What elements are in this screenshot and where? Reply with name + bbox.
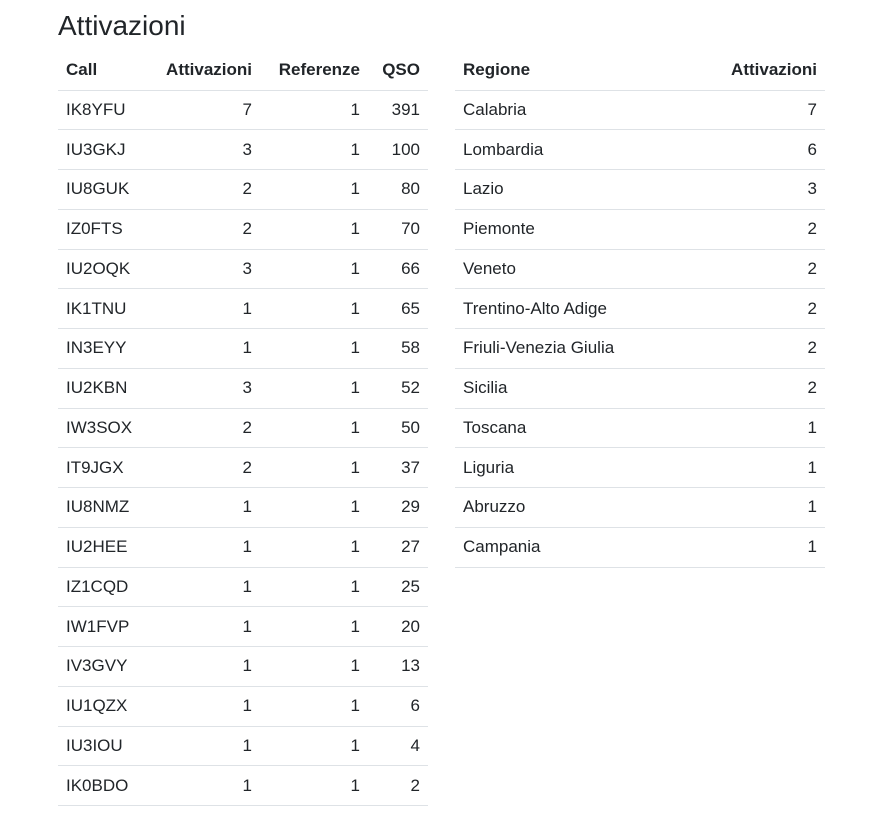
region-attivazioni-cell: 7 [685, 90, 825, 130]
qso-cell: 100 [368, 130, 428, 170]
call-cell: IZ0FTS [58, 209, 148, 249]
qso-column-header: QSO [368, 50, 428, 90]
attivazioni-cell: 2 [148, 170, 260, 210]
table-row [455, 209, 825, 249]
call-cell: IU2KBN [58, 368, 148, 408]
qso-cell: 391 [368, 90, 428, 130]
table-row [58, 209, 428, 249]
regione-cell: Lazio [455, 170, 685, 210]
call-cell: IK1TNU [58, 289, 148, 329]
attivazioni-cell: 2 [148, 408, 260, 448]
region-attivazioni-cell: 2 [685, 329, 825, 369]
regions-table [455, 50, 825, 568]
region-attivazioni-cell: 2 [685, 289, 825, 329]
referenze-cell: 1 [260, 488, 368, 528]
attivazioni-cell: 1 [148, 647, 260, 687]
region-attivazioni-cell: 1 [685, 527, 825, 567]
region-attivazioni-cell: 1 [685, 448, 825, 488]
qso-cell: 58 [368, 329, 428, 369]
referenze-cell: 1 [260, 289, 368, 329]
qso-cell: 25 [368, 567, 428, 607]
qso-cell: 2 [368, 766, 428, 806]
qso-cell: 37 [368, 448, 428, 488]
regions-header-row [455, 50, 825, 90]
qso-cell: 50 [368, 408, 428, 448]
table-row [455, 408, 825, 448]
region-attivazioni-cell: 2 [685, 209, 825, 249]
attivazioni-cell: 1 [148, 607, 260, 647]
table-row [455, 368, 825, 408]
region-attivazioni-cell: 1 [685, 488, 825, 528]
attivazioni-cell: 1 [148, 527, 260, 567]
qso-cell: 4 [368, 726, 428, 766]
call-cell: IU2HEE [58, 527, 148, 567]
table-row [58, 408, 428, 448]
table-row [58, 686, 428, 726]
call-column-header: Call [58, 50, 148, 90]
referenze-cell: 1 [260, 170, 368, 210]
referenze-cell: 1 [260, 766, 368, 806]
qso-cell: 6 [368, 686, 428, 726]
attivazioni-column-header: Attivazioni [148, 50, 260, 90]
qso-cell: 66 [368, 249, 428, 289]
call-cell: IV3GVY [58, 647, 148, 687]
attivazioni-cell: 1 [148, 488, 260, 528]
region-attivazioni-column-header: Attivazioni [685, 50, 825, 90]
region-attivazioni-cell: 2 [685, 249, 825, 289]
table-row [58, 766, 428, 806]
referenze-cell: 1 [260, 368, 368, 408]
attivazioni-cell: 3 [148, 249, 260, 289]
regione-cell: Calabria [455, 90, 685, 130]
qso-cell: 27 [368, 527, 428, 567]
call-cell: IW3SOX [58, 408, 148, 448]
regione-cell: Lombardia [455, 130, 685, 170]
table-row [58, 130, 428, 170]
call-cell: IK8YFU [58, 90, 148, 130]
table-row [58, 329, 428, 369]
region-attivazioni-cell: 3 [685, 170, 825, 210]
attivazioni-cell: 1 [148, 329, 260, 369]
regione-cell: Trentino-Alto Adige [455, 289, 685, 329]
attivazioni-cell: 1 [148, 766, 260, 806]
page-title: Attivazioni [58, 10, 186, 41]
qso-cell: 65 [368, 289, 428, 329]
regione-column-header: Regione [455, 50, 685, 90]
region-attivazioni-cell: 6 [685, 130, 825, 170]
qso-cell: 13 [368, 647, 428, 687]
qso-cell: 52 [368, 368, 428, 408]
call-cell: IK0BDO [58, 766, 148, 806]
table-row [455, 90, 825, 130]
referenze-cell: 1 [260, 527, 368, 567]
table-row [58, 90, 428, 130]
referenze-cell: 1 [260, 90, 368, 130]
referenze-cell: 1 [260, 607, 368, 647]
table-row [58, 607, 428, 647]
referenze-cell: 1 [260, 130, 368, 170]
table-row [58, 368, 428, 408]
qso-cell: 20 [368, 607, 428, 647]
table-row [58, 289, 428, 329]
attivazioni-cell: 2 [148, 209, 260, 249]
table-row [455, 130, 825, 170]
table-row [455, 249, 825, 289]
table-row [455, 329, 825, 369]
table-row [455, 448, 825, 488]
referenze-cell: 1 [260, 448, 368, 488]
referenze-cell: 1 [260, 647, 368, 687]
attivazioni-cell: 1 [148, 567, 260, 607]
call-cell: IU8GUK [58, 170, 148, 210]
qso-cell: 70 [368, 209, 428, 249]
table-row [58, 647, 428, 687]
referenze-cell: 1 [260, 686, 368, 726]
qso-cell: 80 [368, 170, 428, 210]
regione-cell: Sicilia [455, 368, 685, 408]
table-row [58, 488, 428, 528]
referenze-cell: 1 [260, 249, 368, 289]
regione-cell: Toscana [455, 408, 685, 448]
table-row [58, 448, 428, 488]
referenze-cell: 1 [260, 567, 368, 607]
region-attivazioni-cell: 1 [685, 408, 825, 448]
regione-cell: Campania [455, 527, 685, 567]
call-cell: IZ1CQD [58, 567, 148, 607]
table-row [455, 289, 825, 329]
referenze-cell: 1 [260, 726, 368, 766]
attivazioni-cell: 1 [148, 289, 260, 329]
qso-cell: 29 [368, 488, 428, 528]
attivazioni-cell: 7 [148, 90, 260, 130]
table-row [58, 249, 428, 289]
call-cell: IU2OQK [58, 249, 148, 289]
table-row [455, 488, 825, 528]
regione-cell: Liguria [455, 448, 685, 488]
referenze-cell: 1 [260, 329, 368, 369]
call-cell: IT9JGX [58, 448, 148, 488]
referenze-cell: 1 [260, 209, 368, 249]
call-cell: IW1FVP [58, 607, 148, 647]
table-row [58, 170, 428, 210]
table-row [455, 170, 825, 210]
regione-cell: Piemonte [455, 209, 685, 249]
attivazioni-cell: 3 [148, 130, 260, 170]
call-cell: IN3EYY [58, 329, 148, 369]
regione-cell: Abruzzo [455, 488, 685, 528]
region-attivazioni-cell: 2 [685, 368, 825, 408]
attivazioni-cell: 1 [148, 726, 260, 766]
regione-cell: Friuli-Venezia Giulia [455, 329, 685, 369]
regione-cell: Veneto [455, 249, 685, 289]
attivazioni-cell: 3 [148, 368, 260, 408]
referenze-cell: 1 [260, 408, 368, 448]
table-row [58, 527, 428, 567]
call-cell: IU8NMZ [58, 488, 148, 528]
attivazioni-cell: 1 [148, 686, 260, 726]
table-row [58, 726, 428, 766]
call-cell: IU1QZX [58, 686, 148, 726]
referenze-column-header: Referenze [260, 50, 368, 90]
attivazioni-cell: 2 [148, 448, 260, 488]
call-cell: IU3IOU [58, 726, 148, 766]
table-row [455, 527, 825, 567]
table-row [58, 567, 428, 607]
calls-table [58, 50, 428, 806]
call-cell: IU3GKJ [58, 130, 148, 170]
calls-header-row [58, 50, 428, 90]
